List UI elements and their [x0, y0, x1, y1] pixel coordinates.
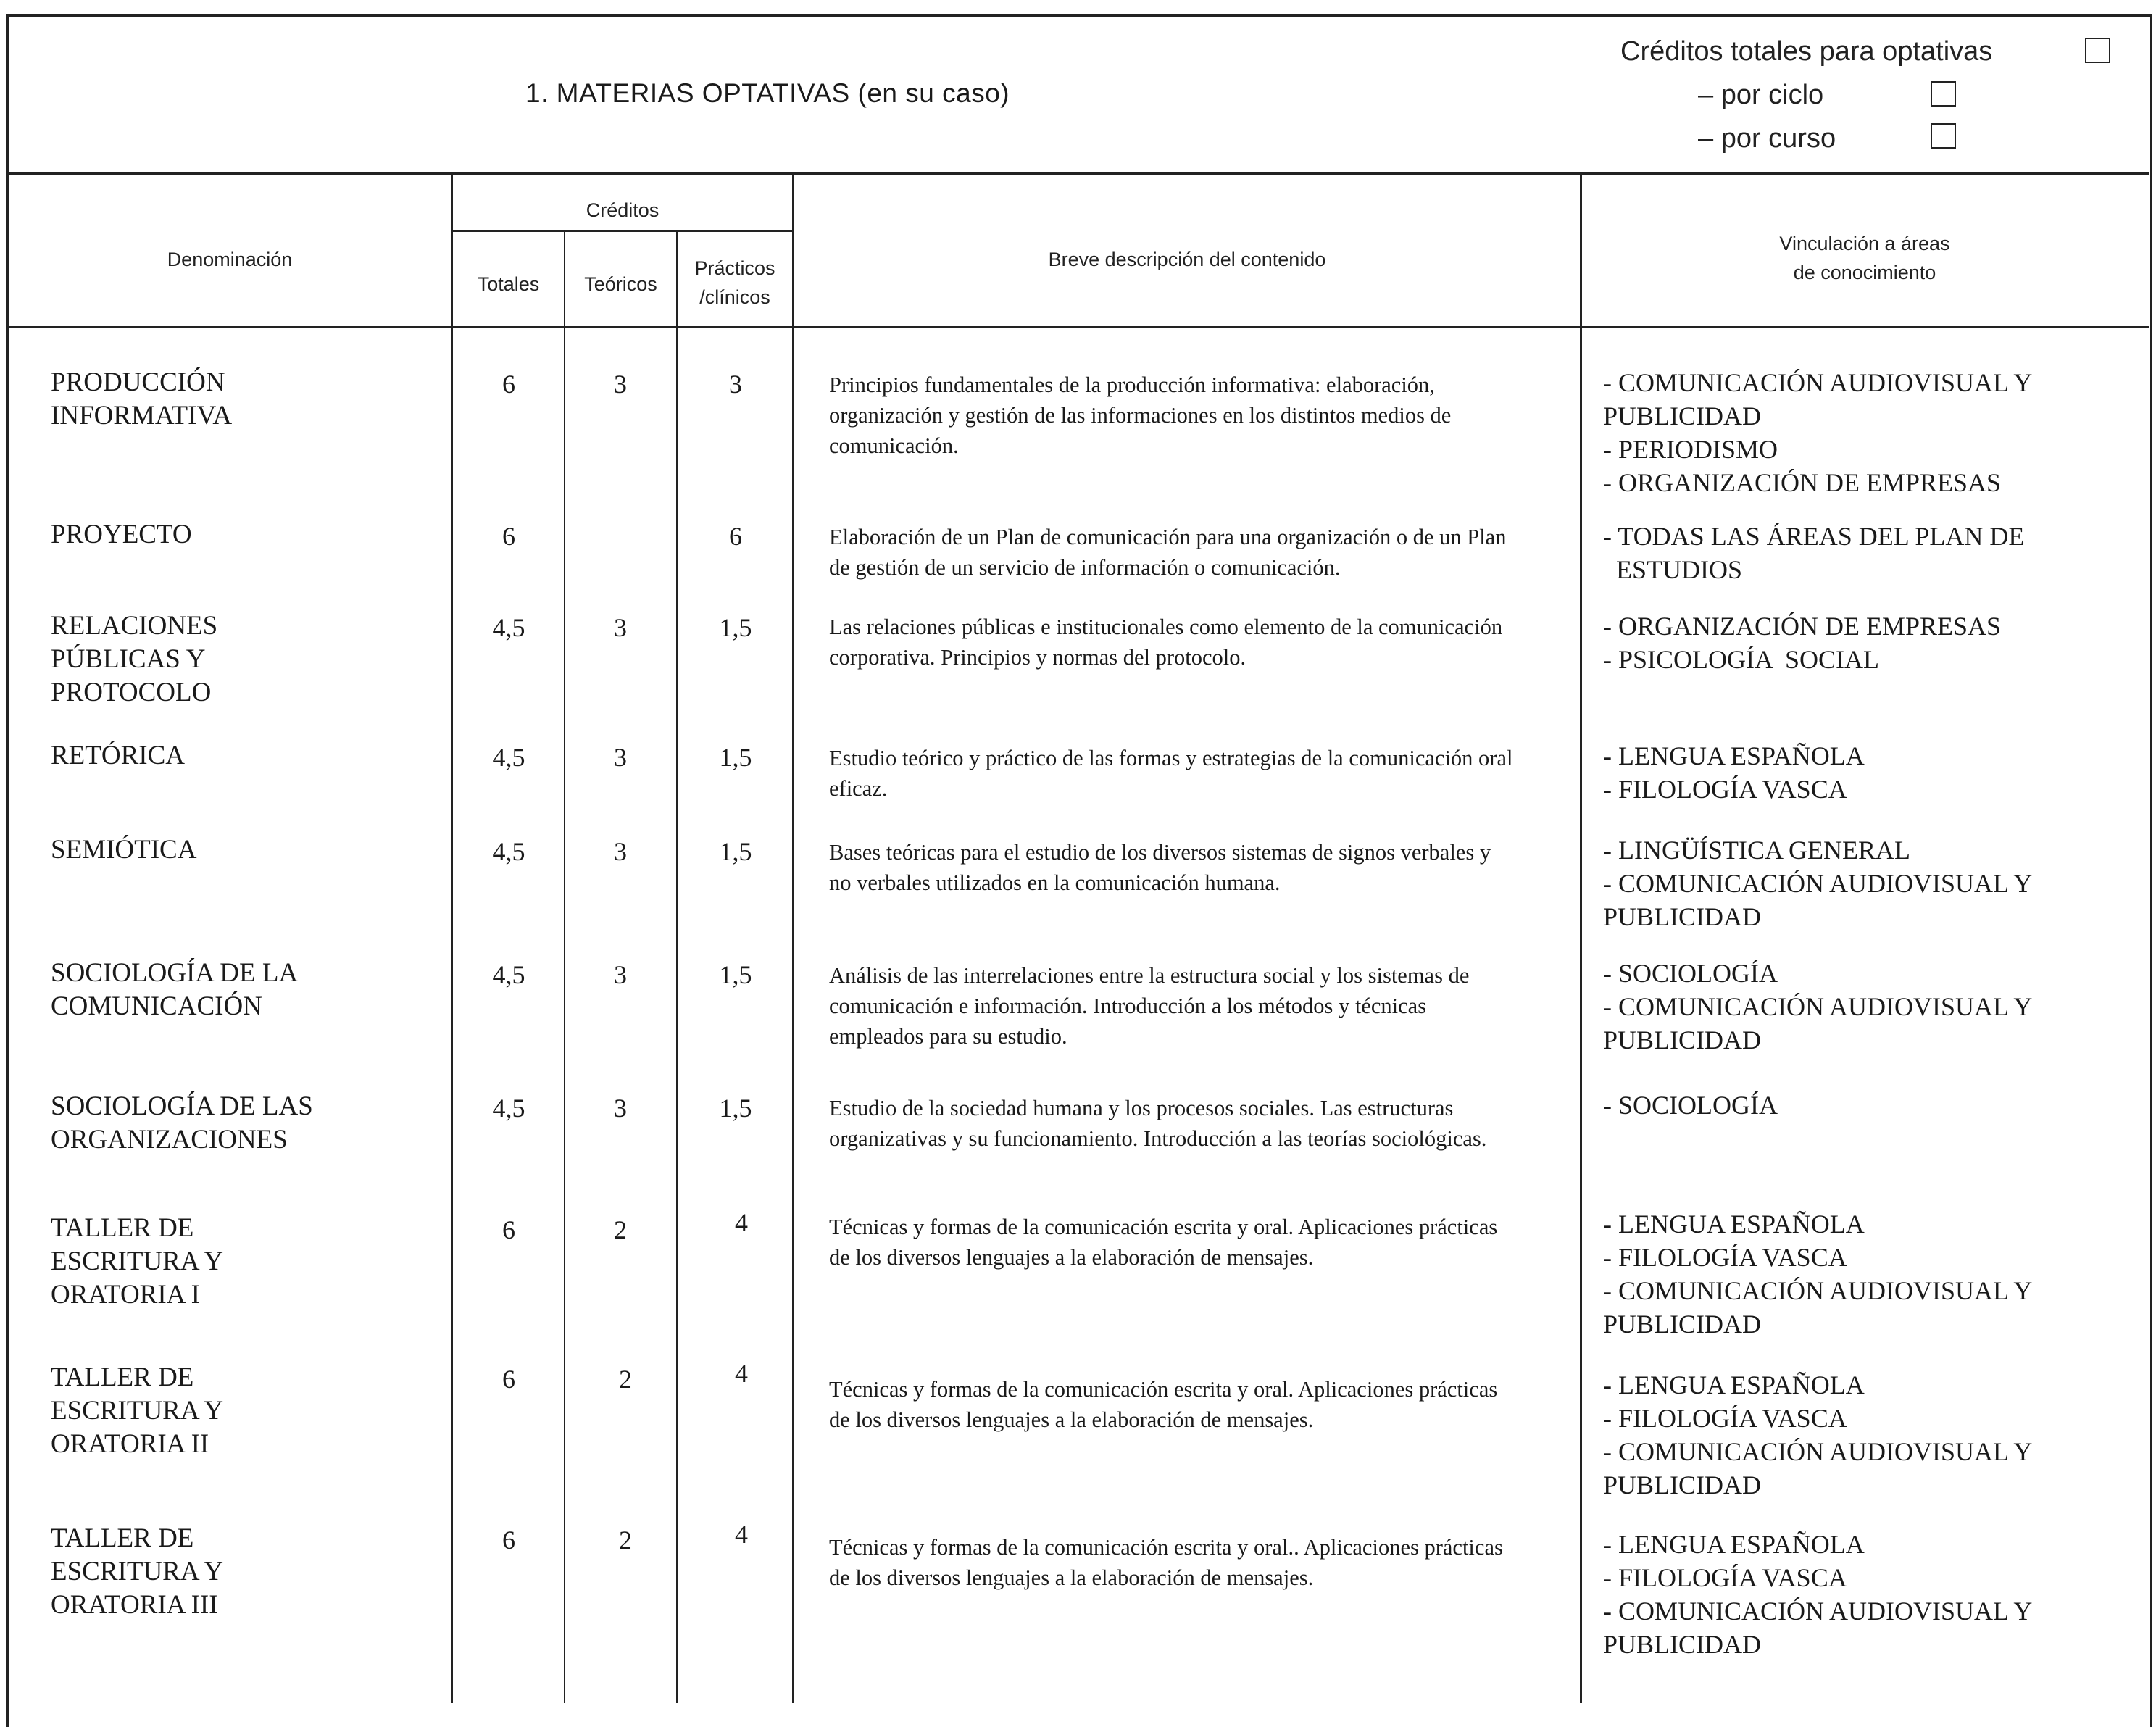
materia-name: TALLER DE ESCRITURA Y ORATORIA I — [51, 1213, 224, 1310]
col-practicos: Prácticos /clínicos — [694, 257, 775, 308]
area-item: PUBLICIDAD — [1603, 902, 1762, 931]
areas-list — [1603, 1368, 2147, 1502]
area-item: - ORGANIZACIÓN DE EMPRESAS — [1603, 468, 2002, 497]
materia-name: SOCIOLOGÍA DE LAS ORGANIZACIONES — [51, 1091, 313, 1154]
area-item: ESTUDIOS — [1603, 555, 1743, 584]
area-item: - ORGANIZACIÓN DE EMPRESAS — [1603, 612, 2002, 641]
areas-list — [1603, 1089, 2147, 1122]
creditos-totales: 6 — [502, 1365, 515, 1394]
areas-list — [1603, 833, 2147, 933]
area-item: - COMUNICACIÓN AUDIOVISUAL Y — [1603, 1276, 2033, 1305]
col-creditos: Créditos — [586, 199, 659, 221]
creditos-totales: 4,5 — [492, 743, 525, 772]
materia-description: Análisis de las interrelaciones entre la estructura social y los sistemas de comunicación e información. Introducción a los métodos y técnicas empleados para su estudio. — [829, 963, 1470, 1049]
col-sep-2 — [564, 232, 565, 1703]
materia-description: Técnicas y formas de la comunicación escrita y oral. Aplicaciones prácticas de los diversos lenguajes a la elaboración de mensajes. — [829, 1377, 1498, 1432]
areas-list — [1603, 739, 2147, 806]
materia-description: Técnicas y formas de la comunicación escrita y oral. Aplicaciones prácticas de los diversos lenguajes a la elaboración de mensajes. — [829, 1215, 1498, 1270]
creditos-practicos: 4 — [735, 1520, 748, 1549]
col-sep-4 — [792, 174, 794, 1703]
area-item: - LENGUA ESPAÑOLA — [1603, 741, 1865, 770]
area-item: - FILOLOGÍA VASCA — [1603, 1404, 1847, 1433]
col-sep-5 — [1580, 174, 1582, 1703]
creditos-totales-checkbox[interactable] — [2085, 38, 2110, 63]
area-item: - SOCIOLOGÍA — [1603, 959, 1778, 988]
creditos-practicos: 4 — [735, 1359, 748, 1388]
area-item: - SOCIOLOGÍA — [1603, 1091, 1778, 1120]
creditos-teoricos: 3 — [614, 1094, 627, 1123]
area-item: - COMUNICACIÓN AUDIOVISUAL Y — [1603, 368, 2033, 397]
creditos-totales: 4,5 — [492, 837, 525, 866]
materia-name: SEMIÓTICA — [51, 835, 197, 865]
area-item: - LENGUA ESPAÑOLA — [1603, 1370, 1865, 1399]
creditos-practicos: 4 — [735, 1208, 748, 1237]
area-item: - LINGÜÍSTICA GENERAL — [1603, 836, 1910, 865]
creditos-totales: 4,5 — [492, 613, 525, 642]
col-sep-1 — [451, 174, 453, 1703]
por-ciclo-label: – por ciclo — [1698, 80, 1824, 110]
creditos-teoricos: 3 — [614, 743, 627, 772]
materia-description: Principios fundamentales de la producción informativa: elaboración, organización y gestión de las informaciones en los distintos medios de comunicación. — [829, 373, 1452, 458]
areas-list — [1603, 609, 2147, 676]
creditos-totales: 6 — [502, 522, 515, 551]
creditos-teoricos: 2 — [614, 1215, 627, 1244]
col-sep-3 — [676, 232, 678, 1703]
creditos-teoricos: 3 — [614, 960, 627, 989]
materia-description: Las relaciones públicas e institucionales como elemento de la comunicación corporativa. Principios y normas del protocolo. — [829, 615, 1503, 670]
creditos-teoricos: 3 — [614, 837, 627, 866]
materia-name: PRODUCCIÓN INFORMATIVA — [51, 367, 233, 430]
area-item: PUBLICIDAD — [1603, 1470, 1762, 1499]
areas-list — [1603, 366, 2147, 499]
areas-list — [1603, 1207, 2147, 1341]
creditos-totales: 4,5 — [492, 960, 525, 989]
materia-description: Estudio teórico y práctico de las formas y estrategias de la comunicación oral eficaz. — [829, 746, 1513, 801]
materia-description: Estudio de la sociedad humana y los procesos sociales. Las estructuras organizativas y su funcionamiento. Introducción a las teorías sociológicas. — [829, 1096, 1487, 1151]
materia-name: PROYECTO — [51, 520, 192, 549]
creditos-practicos: 1,5 — [719, 1094, 752, 1123]
areas-list — [1603, 1528, 2147, 1661]
por-curso-label: – por curso — [1698, 123, 1836, 154]
materia-name: RELACIONES PÚBLICAS Y PROTOCOLO — [51, 611, 218, 707]
materia-name: TALLER DE ESCRITURA Y ORATORIA III — [51, 1523, 224, 1620]
area-item: PUBLICIDAD — [1603, 1025, 1762, 1054]
area-item: PUBLICIDAD — [1603, 1630, 1762, 1659]
area-item: PUBLICIDAD — [1603, 1310, 1762, 1339]
creditos-totales: 4,5 — [492, 1094, 525, 1123]
area-item: - FILOLOGÍA VASCA — [1603, 775, 1847, 804]
creditos-teoricos: 3 — [614, 613, 627, 642]
creditos-practicos: 1,5 — [719, 960, 752, 989]
materia-description: Técnicas y formas de la comunicación escrita y oral.. Aplicaciones prácticas de los diversos lenguajes a la elaboración de mensajes. — [829, 1535, 1503, 1590]
por-curso-checkbox[interactable] — [1931, 123, 1956, 149]
creditos-totales-label: Créditos totales para optativas — [1620, 36, 1993, 67]
materia-name: TALLER DE ESCRITURA Y ORATORIA II — [51, 1362, 224, 1459]
materia-description: Bases teóricas para el estudio de los diversos sistemas de signos verbales y no verbales utilizados en la comunicación humana. — [829, 840, 1491, 895]
columns-divider — [6, 326, 2149, 328]
area-item: PUBLICIDAD — [1603, 401, 1762, 430]
section-title: 1. MATERIAS OPTATIVAS (en su caso) — [525, 78, 1010, 108]
creditos-divider — [451, 230, 794, 232]
col-denominacion: Denominación — [167, 249, 293, 270]
area-item: - FILOLOGÍA VASCA — [1603, 1243, 1847, 1272]
area-item: - COMUNICACIÓN AUDIOVISUAL Y — [1603, 869, 2033, 898]
creditos-teoricos: 2 — [619, 1365, 632, 1394]
col-totales: Totales — [477, 273, 540, 295]
creditos-practicos: 1,5 — [719, 837, 752, 866]
area-item: - COMUNICACIÓN AUDIOVISUAL Y — [1603, 1437, 2033, 1466]
area-item: - COMUNICACIÓN AUDIOVISUAL Y — [1603, 992, 2033, 1021]
area-item: - TODAS LAS ÁREAS DEL PLAN DE — [1603, 522, 2025, 551]
areas-list — [1603, 957, 2147, 1057]
creditos-totales: 6 — [502, 370, 515, 399]
area-item: - FILOLOGÍA VASCA — [1603, 1563, 1847, 1592]
creditos-teoricos: 2 — [619, 1526, 632, 1555]
por-ciclo-checkbox[interactable] — [1931, 81, 1956, 107]
area-item: - LENGUA ESPAÑOLA — [1603, 1210, 1865, 1239]
area-item: - PSICOLOGÍA SOCIAL — [1603, 645, 1880, 674]
area-item: - COMUNICACIÓN AUDIOVISUAL Y — [1603, 1597, 2033, 1626]
col-teoricos: Teóricos — [584, 273, 657, 295]
creditos-totales: 6 — [502, 1526, 515, 1555]
header-divider — [6, 172, 2149, 175]
creditos-practicos: 1,5 — [719, 743, 752, 772]
creditos-practicos: 6 — [729, 522, 742, 551]
materia-name: RETÓRICA — [51, 741, 185, 770]
area-item: - PERIODISMO — [1603, 435, 1778, 464]
creditos-practicos: 3 — [729, 370, 742, 399]
creditos-practicos: 1,5 — [719, 613, 752, 642]
materia-name: SOCIOLOGÍA DE LA COMUNICACIÓN — [51, 958, 299, 1021]
creditos-teoricos: 3 — [614, 370, 627, 399]
materia-description: Elaboración de un Plan de comunicación para una organización o de un Plan de gestión de un servicio de información o comunicación. — [829, 525, 1507, 580]
col-descripcion: Breve descripción del contenido — [1048, 249, 1326, 270]
creditos-totales: 6 — [502, 1215, 515, 1244]
area-item: - LENGUA ESPAÑOLA — [1603, 1530, 1865, 1559]
col-vinculacion: Vinculación a áreas de conocimiento — [1779, 233, 1950, 283]
areas-list — [1603, 520, 2147, 586]
